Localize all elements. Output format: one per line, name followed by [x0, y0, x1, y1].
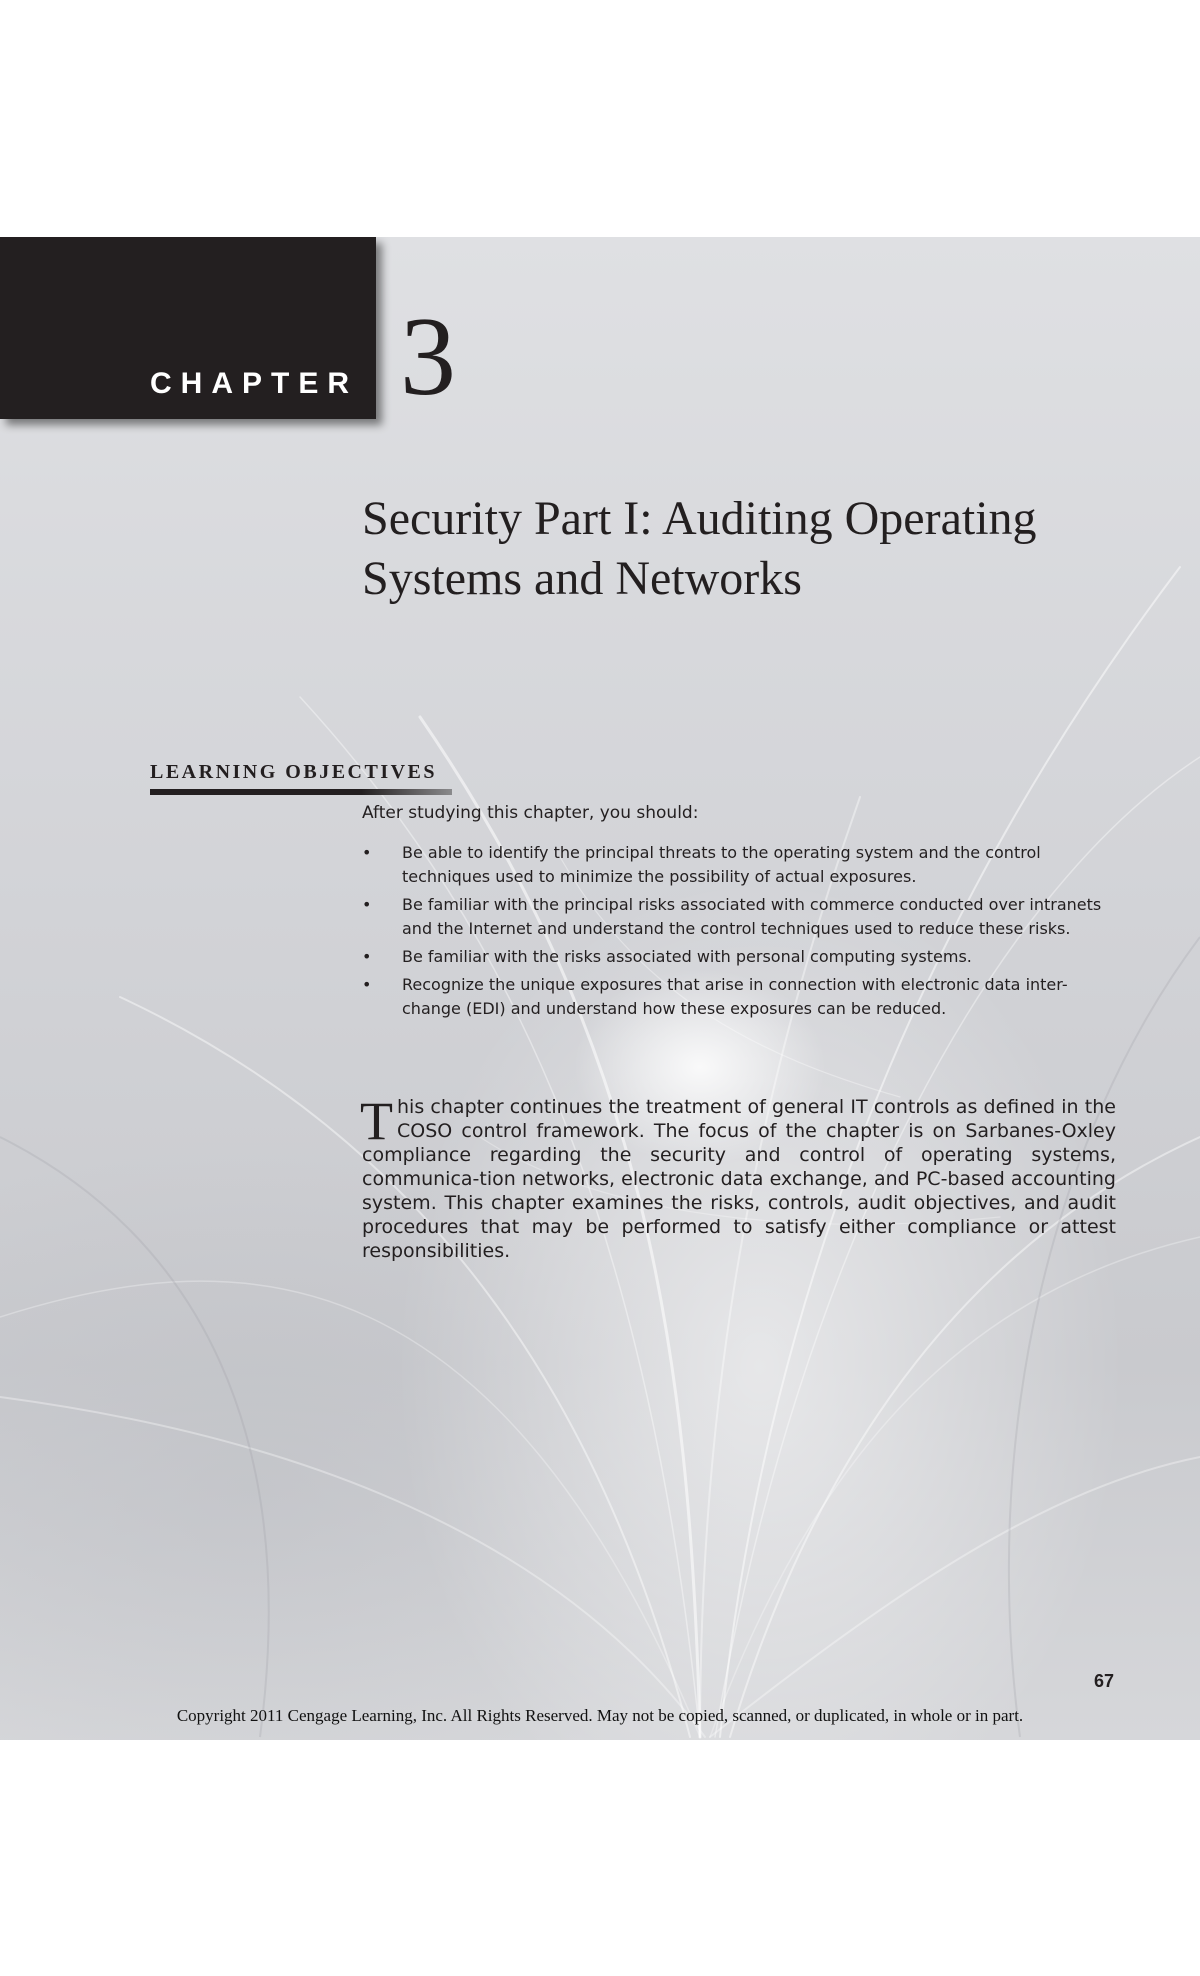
list-item	[362, 973, 1102, 1021]
learning-objectives-intro: After studying this chapter, you should:	[362, 803, 699, 823]
objective-text: Be familiar with the principal risks associated with commerce conducted over intranets and the Internet and understand the control techniques used to reduce these risks.	[402, 895, 1102, 938]
chapter-title-line-2: Systems and Networks	[362, 552, 802, 605]
chapter-number: 3	[400, 295, 456, 419]
objective-text: Be able to identify the principal threats to the operating system and the control techniques used to minimize the possibility of actual exposures.	[402, 843, 1041, 886]
objective-text: Be familiar with the risks associated with personal computing systems.	[402, 947, 972, 966]
list-item	[362, 893, 1102, 941]
chapter-title	[362, 489, 1142, 609]
bullet-icon: •	[362, 843, 372, 862]
learning-objectives-list	[362, 841, 1102, 1025]
chapter-label: CHAPTER	[149, 367, 358, 400]
page-number: 67	[1093, 1671, 1114, 1691]
learning-objectives-heading: LEARNING OBJECTIVES	[150, 761, 438, 783]
heading-underline-rule	[150, 789, 452, 795]
bullet-icon: •	[362, 895, 372, 914]
chapter-title-line-1: Security Part I: Auditing Operating	[362, 492, 1037, 545]
page-background	[0, 237, 1200, 1740]
objective-text: Recognize the unique exposures that arise in connection with electronic data inter-change (EDI) and understand how these exposures can be reduced.	[402, 975, 1068, 1018]
copyright-notice: Copyright 2011 Cengage Learning, Inc. All Rights Reserved. May not be copied, scanned, or duplicated, in whole or in part.	[176, 1706, 1024, 1725]
list-item	[362, 945, 1102, 969]
chapter-label-box	[0, 237, 376, 419]
bullet-icon: •	[362, 975, 372, 994]
list-item	[362, 841, 1102, 889]
bullet-icon: •	[362, 947, 372, 966]
drop-cap: T	[360, 1091, 393, 1151]
intro-paragraph-text: his chapter continues the treatment of general IT controls as defined in the COSO control framework. The focus of the chapter is on Sarbanes-Oxley compliance regarding the security and control of operating systems, communica-tion networks, electronic data exchange, and PC-based accounting system. This chapter examines the risks, controls, audit objectives, and audit procedures that may be performed to satisfy either compliance or attest responsibilities.	[362, 1096, 1116, 1262]
chapter-intro-paragraph	[360, 1091, 1116, 1263]
